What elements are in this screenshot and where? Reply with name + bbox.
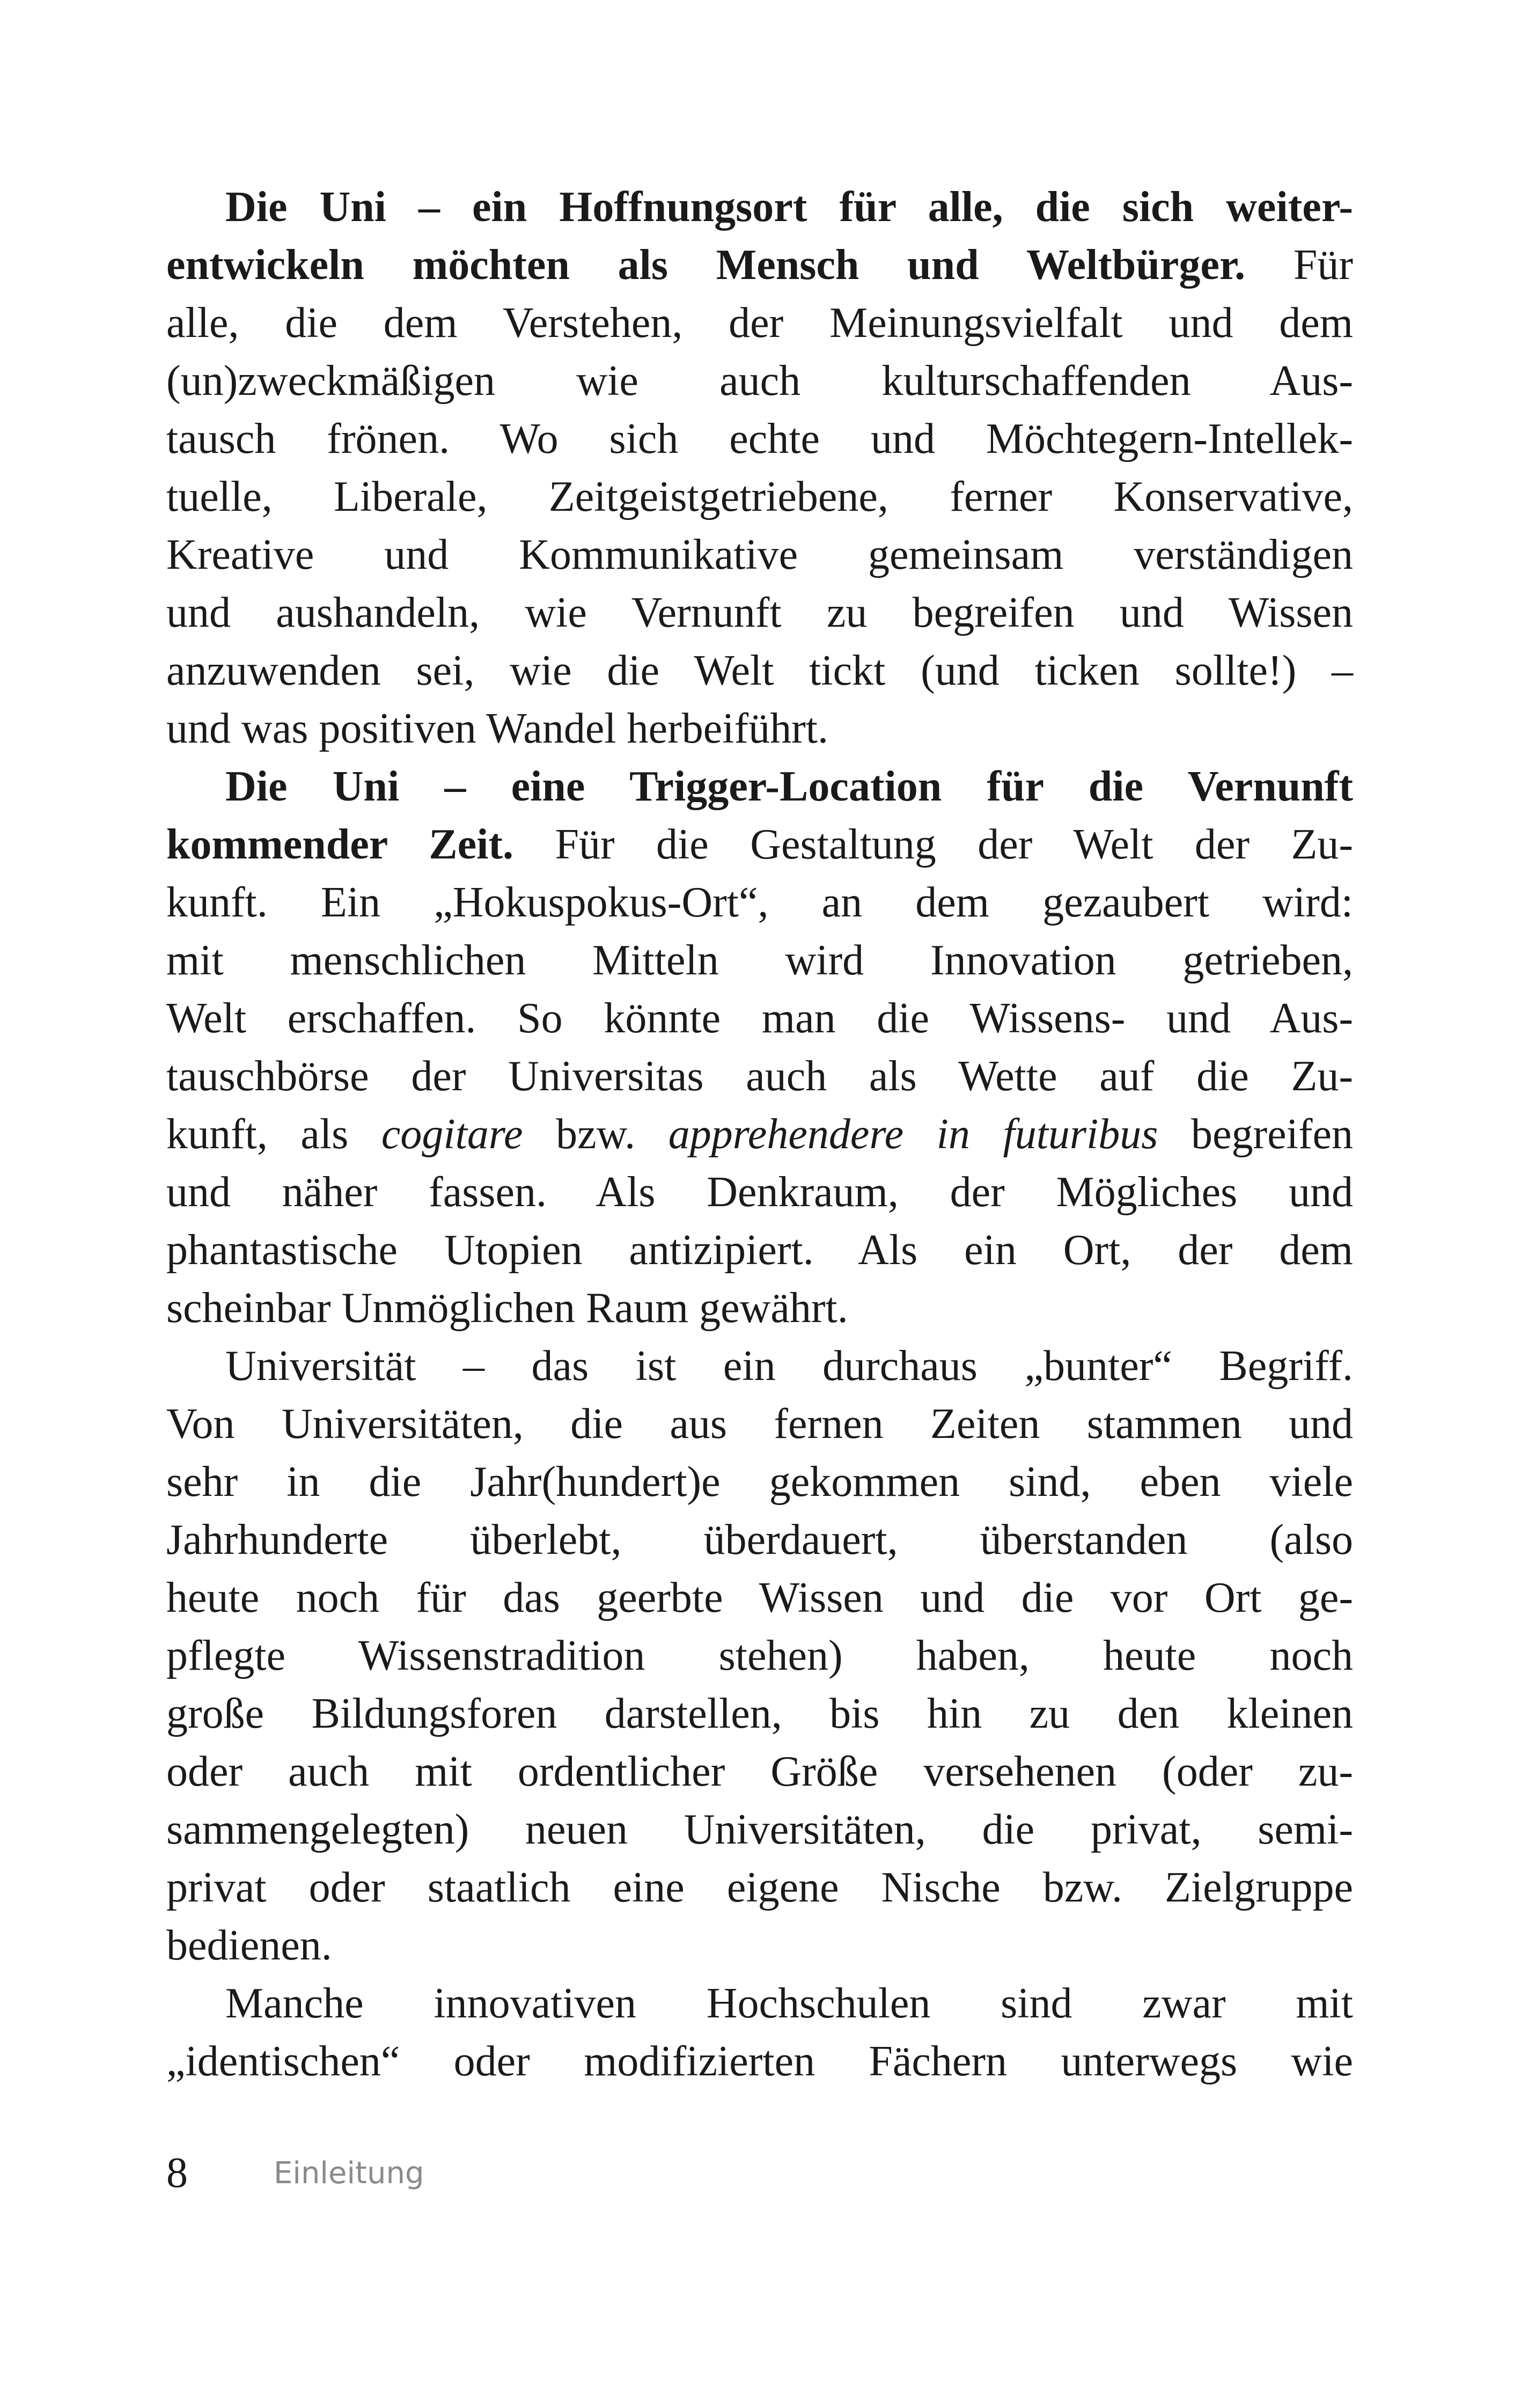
text-segment: und aushandeln, wie Vernunft zu begreifen und Wissen — [166, 589, 1353, 636]
text-line — [166, 236, 1353, 294]
text-line — [166, 1163, 1353, 1221]
text-line — [166, 931, 1353, 989]
text-line — [166, 584, 1353, 642]
text-segment: bzw. — [523, 1111, 668, 1158]
text-segment: Von Universitäten, die aus fernen Zeiten stammen und — [166, 1400, 1353, 1448]
text-segment: und näher fassen. Als Denkraum, der Mögliches und — [166, 1169, 1353, 1216]
italic-text: cogitare — [381, 1111, 523, 1158]
text-line — [166, 1569, 1353, 1627]
text-segment: tuelle, Liberale, Zeitgeistgetriebene, ferner Konservative, — [166, 473, 1353, 520]
text-line — [166, 1627, 1353, 1685]
text-line — [166, 1801, 1353, 1859]
text-segment: pflegte Wissenstradition stehen) haben, heute noch — [166, 1632, 1353, 1679]
text-line — [166, 1974, 1353, 2032]
text-line — [166, 989, 1353, 1047]
text-segment: „identischen“ oder modifizierten Fächern unterwegs wie — [166, 2038, 1353, 2085]
text-segment: bedienen. — [166, 1922, 332, 1969]
text-segment: heute noch für das geerbte Wissen und die vor Ort ge- — [166, 1574, 1353, 1621]
text-segment: privat oder staatlich eine eigene Nische bzw. Zielgruppe — [166, 1864, 1353, 1911]
text-line — [166, 1047, 1353, 1105]
text-line — [166, 1917, 1353, 1974]
bold-text: Die Uni – eine Trigger-Location für die Vernunft — [225, 763, 1353, 810]
text-segment: Für — [1245, 241, 1353, 289]
text-line — [166, 1105, 1353, 1163]
text-line — [166, 2032, 1353, 2090]
text-segment: kunft. Ein „Hokuspokus-Ort“, an dem gezaubert wird: — [166, 879, 1353, 926]
text-segment: Jahrhunderte überlebt, überdauert, überstanden (also — [166, 1516, 1353, 1563]
bold-text: Die Uni – ein Hoffnungsort für alle, die sich weiter- — [225, 183, 1353, 231]
text-line — [166, 873, 1353, 931]
text-line — [166, 1685, 1353, 1743]
text-segment: mit menschlichen Mitteln wird Innovation getrieben, — [166, 937, 1353, 984]
body-text — [166, 178, 1353, 2090]
text-segment: und was positiven Wandel herbeiführt. — [166, 705, 829, 752]
text-segment: Universität – das ist ein durchaus „bunter“ Begriff. — [225, 1342, 1353, 1390]
text-line — [166, 1279, 1353, 1337]
text-line — [166, 758, 1353, 816]
running-head: Einleitung — [274, 2155, 424, 2191]
italic-text: apprehendere in futuribus — [668, 1111, 1158, 1158]
text-line — [166, 1221, 1353, 1279]
page-number: 8 — [166, 2149, 188, 2197]
text-segment: große Bildungsforen darstellen, bis hin zu den kleinen — [166, 1690, 1353, 1737]
text-line — [166, 1743, 1353, 1801]
text-segment: scheinbar Unmöglichen Raum gewährt. — [166, 1284, 848, 1332]
text-segment: kunft, als — [166, 1111, 381, 1158]
text-line — [166, 700, 1353, 758]
text-segment: tausch frönen. Wo sich echte und Möchtegern-Intellek- — [166, 415, 1353, 462]
text-line — [166, 294, 1353, 352]
text-line — [166, 1859, 1353, 1917]
text-line — [166, 468, 1353, 526]
text-line — [166, 1511, 1353, 1569]
text-line — [166, 178, 1353, 236]
text-segment: Welt erschaffen. So könnte man die Wissens- und Aus- — [166, 995, 1353, 1042]
text-segment: phantastische Utopien antizipiert. Als ein Ort, der dem — [166, 1227, 1353, 1274]
text-line — [166, 1395, 1353, 1453]
page-footer — [166, 2146, 424, 2200]
text-segment: Kreative und Kommunikative gemeinsam verständigen — [166, 531, 1353, 578]
text-line — [166, 410, 1353, 468]
text-line — [166, 526, 1353, 584]
text-segment: (un)zweckmäßigen wie auch kulturschaffenden Aus- — [166, 357, 1353, 405]
text-segment: anzuwenden sei, wie die Welt tickt (und ticken sollte!) – — [166, 647, 1353, 694]
text-line — [166, 642, 1353, 700]
bold-text: kommender Zeit. — [166, 821, 514, 868]
text-line — [166, 352, 1353, 410]
bold-text: entwickeln möchten als Mensch und Weltbürger. — [166, 241, 1246, 289]
text-line — [166, 1337, 1353, 1395]
text-line — [166, 1453, 1353, 1511]
text-segment: begreifen — [1158, 1111, 1354, 1158]
text-segment: alle, die dem Verstehen, der Meinungsvielfalt und dem — [166, 299, 1353, 347]
text-segment: oder auch mit ordentlicher Größe versehenen (oder zu- — [166, 1748, 1353, 1795]
text-segment: Manche innovativen Hochschulen sind zwar mit — [225, 1980, 1353, 2027]
text-segment: tauschbörse der Universitas auch als Wette auf die Zu- — [166, 1053, 1353, 1100]
text-segment: Für die Gestaltung der Welt der Zu- — [513, 821, 1353, 868]
text-line — [166, 816, 1353, 873]
text-segment: sammengelegten) neuen Universitäten, die privat, semi- — [166, 1806, 1353, 1853]
text-segment: sehr in die Jahr(hundert)e gekommen sind, eben viele — [166, 1458, 1353, 1506]
